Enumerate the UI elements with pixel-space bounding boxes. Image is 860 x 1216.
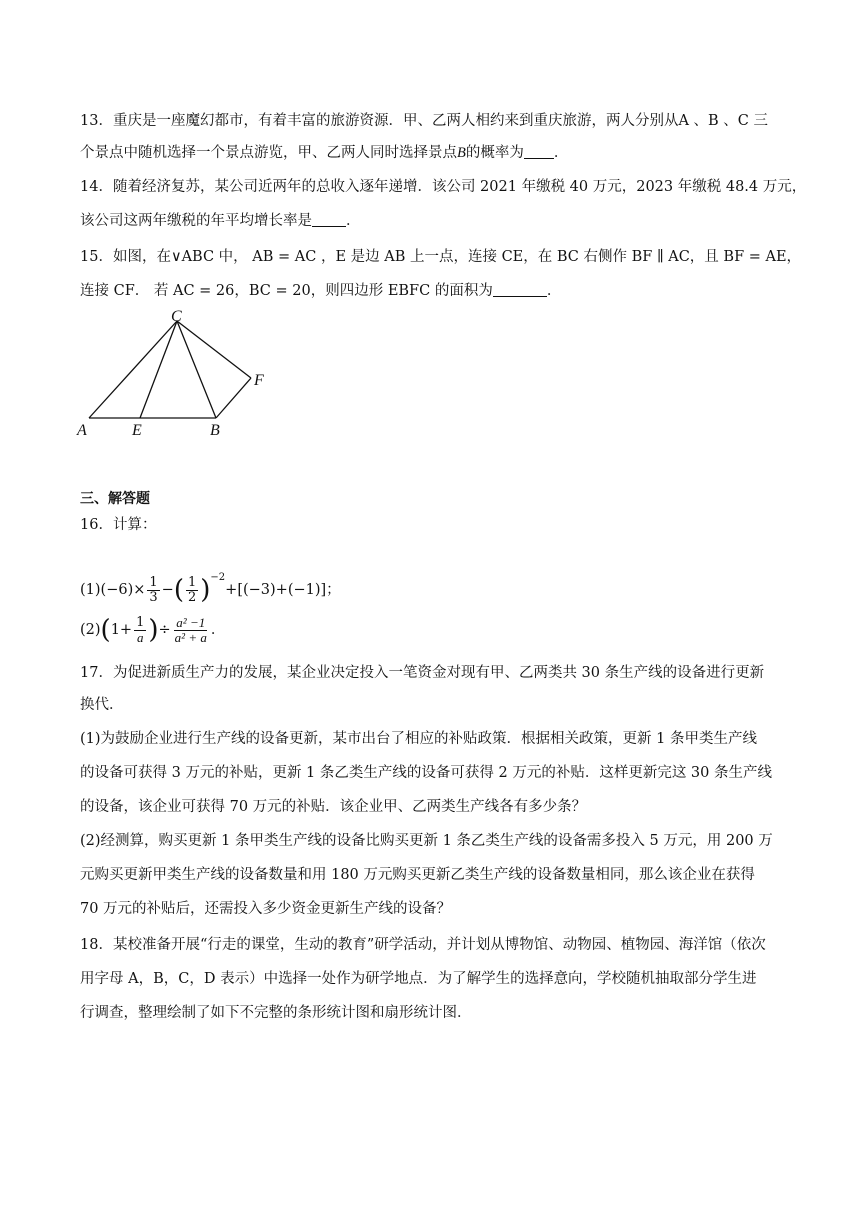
segment-bf: [216, 378, 251, 418]
label-c: C: [171, 308, 182, 325]
q18-line2: 用字母 A，B，C，D 表示）中选择一处作为研学地点．为了解学生的选择意向，学校随机抽取部分学生进: [80, 971, 757, 987]
q18-line1: 18．某校准备开展“行走的课堂，生动的教育”研学活动，并计划从博物馆、动物园、植物园、海洋馆（依次: [80, 937, 766, 953]
q18-line3: 行调查，整理绘制了如下不完整的条形统计图和扇形统计图．: [80, 1005, 472, 1021]
q16-title: 16．计算：: [80, 517, 157, 533]
q14-line1: 14．随着经济复苏，某公司近两年的总收入逐年递增．该公司 2021 年缴税 40 万元，2023 年缴税 48.4 万元，: [80, 179, 807, 195]
segment-ac: [89, 321, 177, 418]
q13-end: ．: [553, 145, 569, 161]
label-f: F: [254, 372, 264, 389]
label-e: E: [132, 422, 142, 439]
q17-line3: (1)为鼓励企业进行生产线的设备更新，某市出台了相应的补贴政策．根据相关政策，更新 1 条甲类生产线: [80, 731, 757, 747]
q16-p1-exponent: −2: [210, 572, 226, 583]
q16-p1-frac1: $\frac{1}{3}$: [149, 574, 158, 605]
q17-line6: (2)经测算，购买更新 1 条甲类生产线的设备比购买更新 1 条乙类生产线的设备需多投入 5 万元，用 200 万: [80, 833, 773, 849]
q14-answer-blank: [312, 212, 346, 227]
q15-line1: 15．如图，在∨ABC 中， AB = AC ，E 是边 AB 上一点，连接 CE，在 BC 右侧作 BF ∥ AC，且 BF = AE，: [80, 249, 802, 265]
q15-line2: [80, 280, 561, 302]
q16-p2-frac2: $\frac{\text{a² −1}}{\text{a² + a}}$: [174, 614, 207, 645]
q16-p1-minus: −: [161, 582, 174, 598]
q17-line2: 换代．: [80, 697, 124, 713]
q16-part2: (2)(1+ $\frac{1}{a}$ )÷ $\frac{\text{a² −1}}{\text{a² + a}}$ ．: [80, 614, 226, 645]
q16-p2-div: ÷: [158, 622, 171, 638]
q17-line5: 的设备，该企业可获得 70 万元的补贴．该企业甲、乙两类生产线各有多少条？: [80, 799, 587, 815]
q16-p2-frac1: $\frac{1}{a}$: [136, 614, 145, 645]
segment-ce: [140, 321, 177, 418]
q17-line8: 70 万元的补贴后，还需投入多少资金更新生产线的设备？: [80, 901, 452, 917]
q14-line2: [80, 210, 361, 232]
q14-line2-text: 该公司这两年缴税的年平均增长率是: [80, 213, 312, 229]
q17-line1: 17．为促进新质生产力的发展，某企业决定投入一笔资金对现有甲、乙两类共 30 条生产线的设备进行更新: [80, 665, 765, 681]
q14-end: ．: [346, 213, 361, 229]
q15-geometry-figure: [72, 308, 282, 443]
q13-line1: 13．重庆是一座魔幻都市，有着丰富的旅游资源．甲、乙两人相约来到重庆旅游，两人分别从A 、B 、C 三: [80, 113, 768, 129]
q16-p2-a: 1+: [110, 622, 133, 638]
label-b: B: [210, 422, 220, 439]
q15-line2-text: 连接 CF． 若 AC = 26，BC = 20，则四边形 EBFC 的面积为: [80, 283, 493, 299]
q15-end: ．: [546, 283, 562, 299]
q16-part1: (1)(−6)× $\frac{1}{3}$ −( $\frac{1}{2}$ )$^{-2}$+[(−3)+(−1)]；: [80, 572, 341, 605]
q16-p2-label: (2): [80, 622, 101, 638]
q16-p1-b: +[(−3)+(−1)]；: [225, 582, 341, 598]
q13-var-b: B: [457, 145, 466, 161]
q16-p2-end: ．: [210, 622, 226, 638]
label-a: A: [77, 422, 87, 439]
q16-p1-a: (−6)×: [100, 582, 146, 598]
q13-line2-text-b: 的概率为: [465, 145, 524, 161]
q16-p1-label: (1): [80, 582, 101, 598]
q17-line7: 元购买更新甲类生产线的设备数量和用 180 万元购买更新乙类生产线的设备数量相同，那么该企业在获得: [80, 867, 755, 883]
q13-line2: [80, 142, 568, 164]
q15-answer-blank: [493, 282, 547, 297]
q13-answer-blank: [524, 144, 554, 159]
q17-line4: 的设备可获得 3 万元的补贴，更新 1 条乙类生产线的设备可获得 2 万元的补贴．这样更新完这 30 条生产线: [80, 765, 772, 781]
q16-p1-frac2: $\frac{1}{2}$: [187, 574, 197, 605]
q13-line2-text: 个景点中随机选择一个景点游览，甲、乙两人同时选择景点: [80, 145, 457, 161]
section-heading: 三、解答题: [80, 491, 150, 507]
